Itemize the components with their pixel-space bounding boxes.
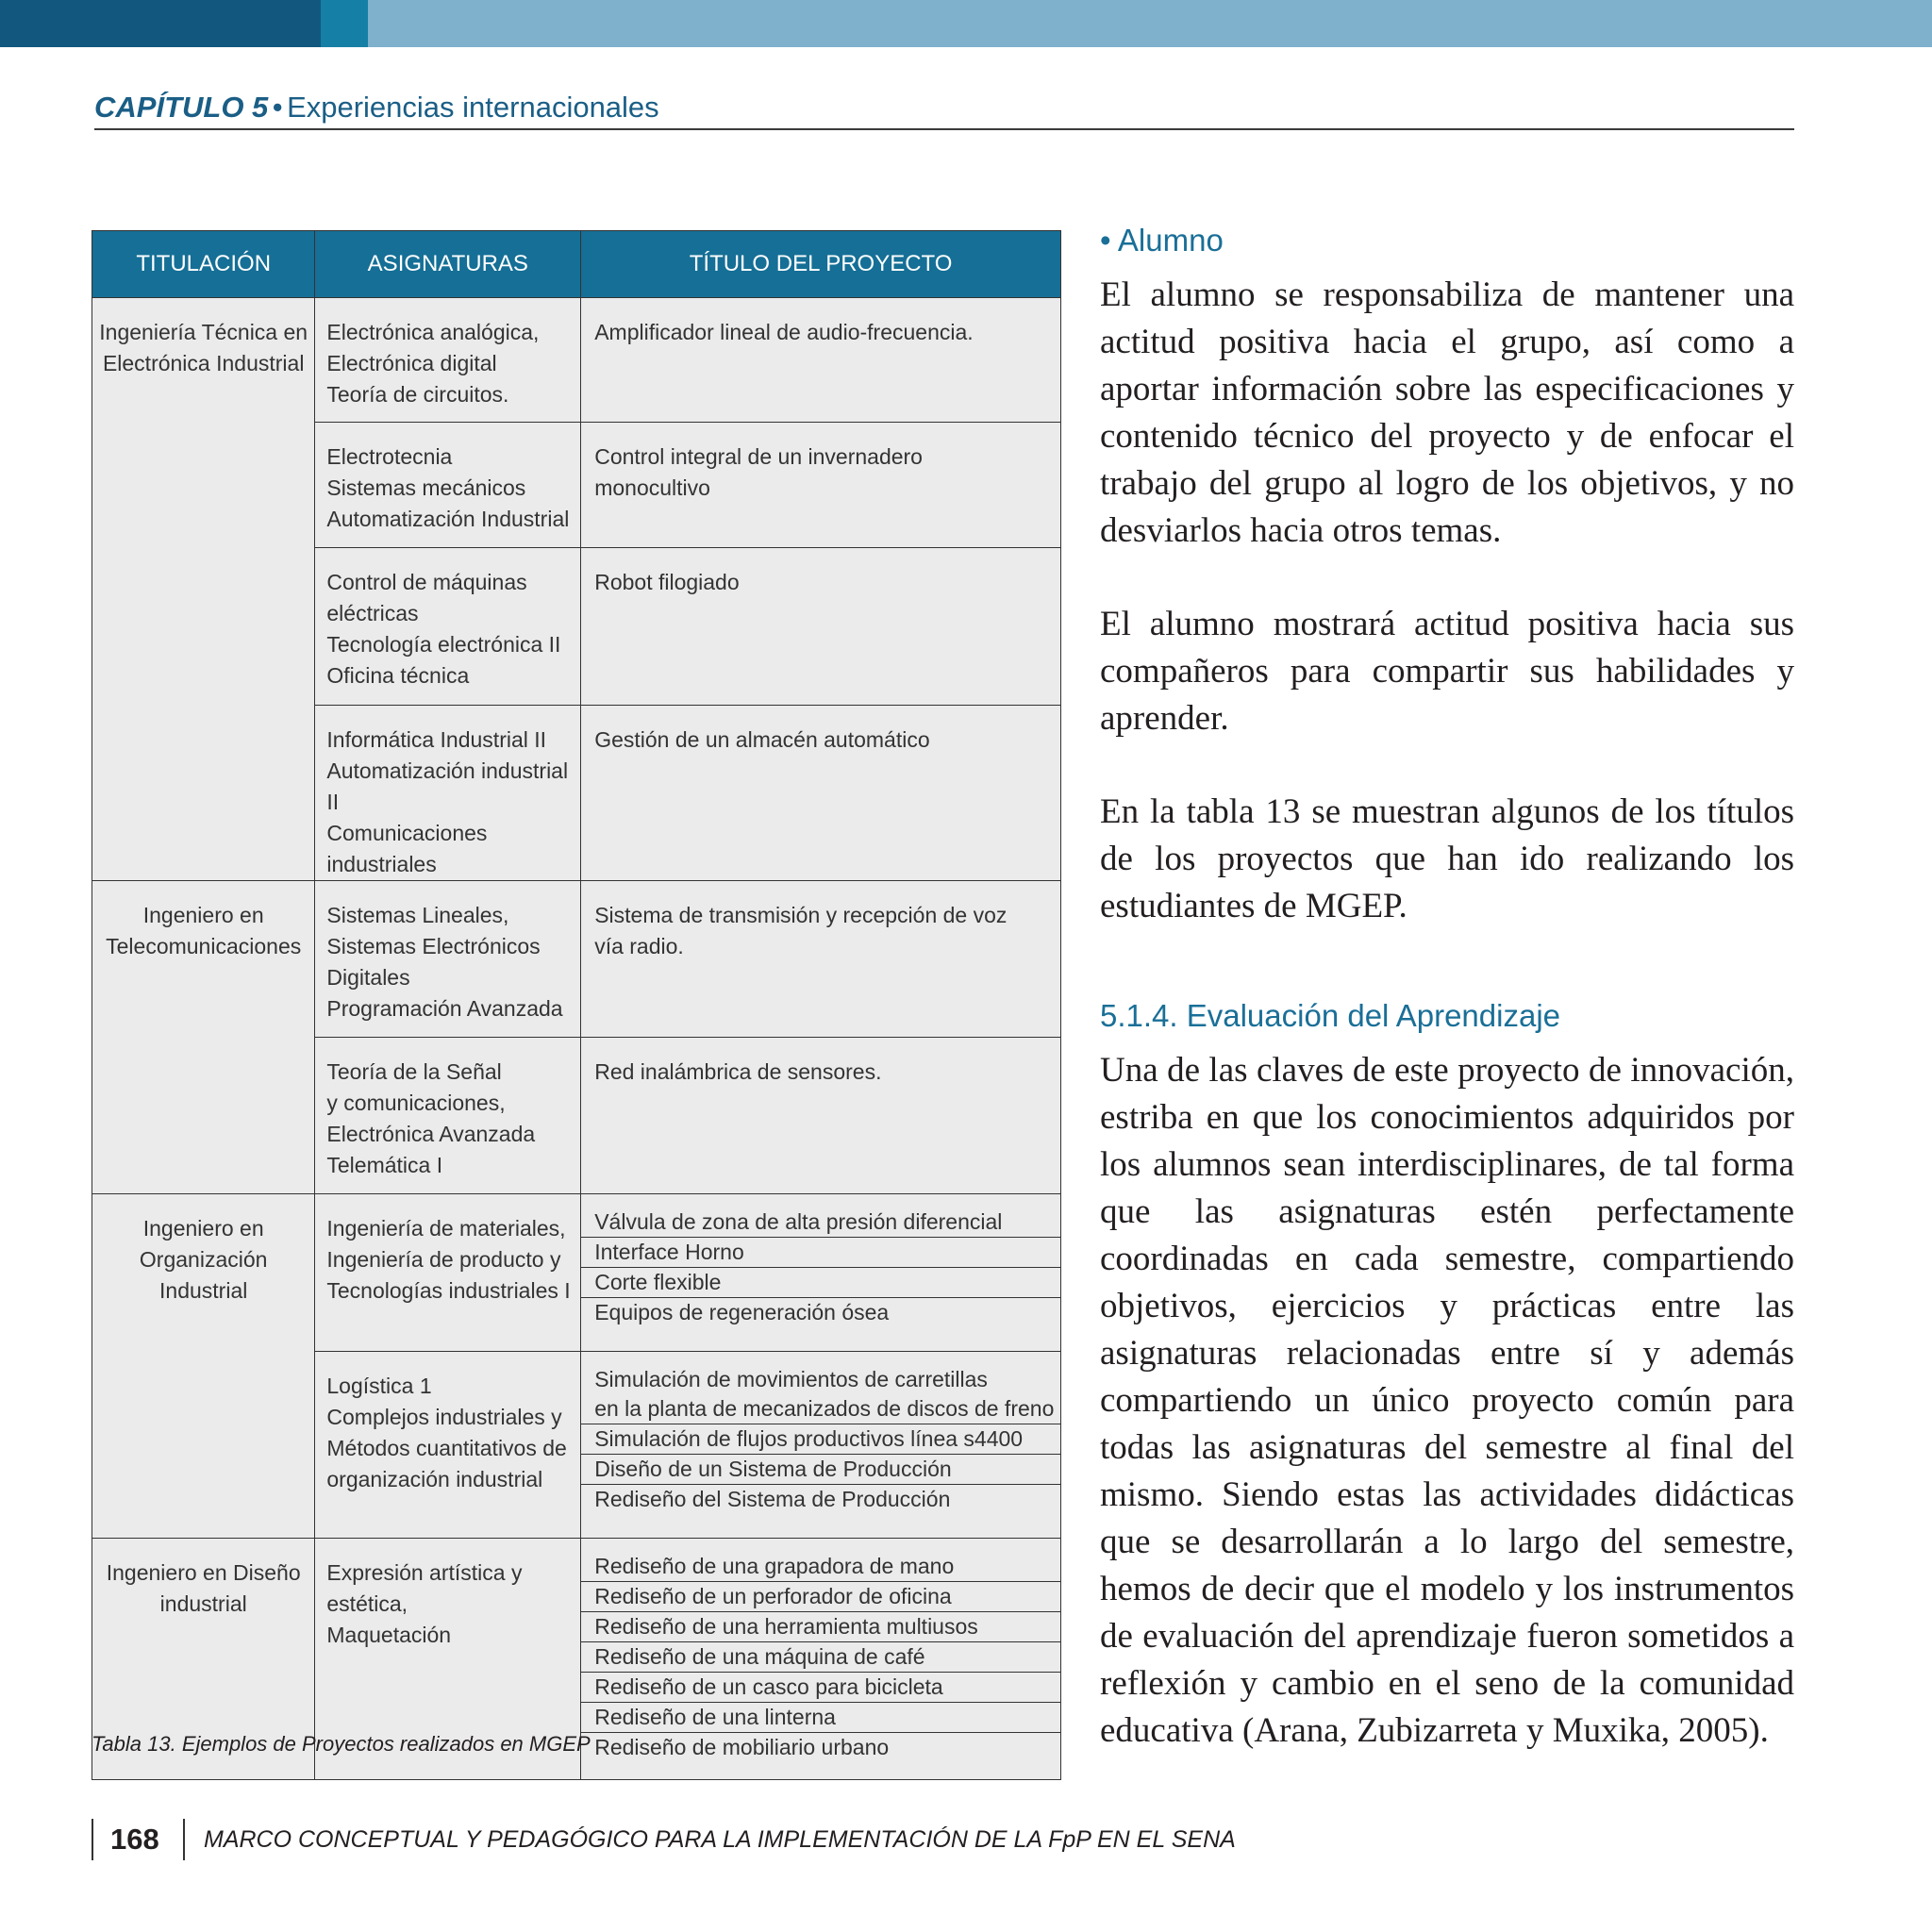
header-asignaturas: ASIGNATURAS	[315, 231, 581, 298]
cell-asignaturas	[315, 706, 581, 881]
proyecto-list-item: Rediseño de una máquina de café	[581, 1642, 1060, 1673]
proyecto-list-item: Simulación de movimientos de carretillas en la planta de mecanizados de discos de freno	[581, 1365, 1060, 1424]
proyecto-line: Amplificador lineal de audio-frecuencia.	[594, 320, 974, 344]
cell-titulo-proyecto	[581, 423, 1061, 548]
asignatura-line: Digitales	[326, 965, 410, 990]
asignatura-line: Automatización industrial II	[326, 758, 569, 814]
top-color-bar	[0, 0, 1932, 47]
cell-titulo-proyecto	[581, 706, 1061, 881]
cell-titulo-proyecto	[581, 1539, 1061, 1780]
chapter-subtitle: Experiencias internacionales	[287, 91, 659, 124]
section-heading: 5.1.4. Evaluación del Aprendizaje	[1100, 998, 1561, 1033]
titulacion-line: Organización	[139, 1247, 268, 1272]
header-titulo-proyecto: TÍTULO DEL PROYECTO	[581, 231, 1061, 298]
asignatura-line: Informática Industrial II	[326, 727, 547, 752]
cell-titulo-proyecto	[581, 1038, 1061, 1194]
proyecto-list-item: Rediseño del Sistema de Producción	[594, 1487, 951, 1511]
cell-asignaturas	[315, 1194, 581, 1352]
cell-titulo-proyecto	[581, 1194, 1061, 1352]
proyecto-line: Red inalámbrica de sensores.	[594, 1059, 882, 1084]
top-bar-mid-segment	[321, 0, 368, 47]
header-bullet: •	[272, 91, 283, 124]
titulacion-line: Ingeniero en	[142, 903, 264, 927]
cell-asignaturas	[315, 548, 581, 706]
paragraph-alumno-1: El alumno se responsabiliza de mantener una actitud positiva hacia el grupo, así como a aportar información sobre las especificaciones y contenido técnico del proyecto y de enfocar el trabajo del grupo al logro de los objetivos, y no desviarlos hacia otros temas.	[1100, 275, 1794, 550]
asignatura-line: Complejos industriales y	[326, 1405, 562, 1429]
asignatura-line: Sistemas Lineales,	[326, 903, 509, 927]
proyecto-line: Gestión de un almacén automático	[594, 727, 930, 752]
proyecto-line: Sistema de transmisión y recepción de voz	[594, 903, 1008, 927]
proyecto-list-item: Rediseño de un casco para bicicleta	[581, 1673, 1060, 1703]
asignatura-line: Logística 1	[326, 1374, 432, 1398]
table-caption: Tabla 13. Ejemplos de Proyectos realizados en MGEP	[92, 1732, 591, 1756]
cell-titulo-proyecto	[581, 881, 1061, 1038]
cell-asignaturas	[315, 423, 581, 548]
titulacion-line: Ingeniero en	[142, 1216, 264, 1241]
cell-asignaturas	[315, 881, 581, 1038]
alumno-heading: • Alumno	[1100, 223, 1224, 258]
proyecto-line: Control integral de un invernadero	[594, 444, 923, 469]
asignatura-line: Sistemas Electrónicos	[326, 934, 541, 958]
asignatura-line: Control de máquinas	[326, 570, 527, 594]
paragraph-evaluacion: Una de las claves de este proyecto de innovación, estriba en que los conocimientos adquiridos por los alumnos sean interdisciplinares, de tal forma que las asignaturas estén perfectamente coordinadas en cada semestre, compartiendo objetivos, ejercicios y prácticas entre las asignaturas relacionadas entre sí y además compartiendo un único proyecto común para todas las asignaturas del semestre al final del mismo. Siendo estas las actividades didácticas que se desarrollarán a lo largo del semestre, hemos de decir que el modelo y los instrumentos de evaluación del aprendizaje fueron sometidos a reflexión y cambio en el seno de la comunidad educativa (Arana, Zubizarreta y Muxika, 2005).	[1100, 1051, 1794, 1750]
asignatura-line: Oficina técnica	[326, 663, 470, 688]
asignatura-line: Ingeniería de producto y	[326, 1247, 561, 1272]
cell-titulacion	[92, 881, 315, 1194]
cell-asignaturas	[315, 1352, 581, 1539]
asignatura-line: Teoría de la Señal	[326, 1059, 502, 1084]
projects-table	[92, 230, 1061, 1780]
proyecto-list-item: Diseño de un Sistema de Producción	[581, 1455, 1060, 1485]
header-titulacion: TITULACIÓN	[92, 231, 315, 298]
asignatura-line: Comunicaciones industriales	[326, 821, 488, 876]
asignatura-line: Electrónica digital	[326, 351, 497, 375]
asignatura-line: Telemática I	[326, 1153, 443, 1177]
titulacion-line: Ingeniero en Diseño	[106, 1560, 301, 1585]
asignatura-line: Expresión artística y estética,	[326, 1560, 523, 1616]
footer-book-title: MARCO CONCEPTUAL Y PEDAGÓGICO PARA LA IMPLEMENTACIÓN DE LA FpP EN EL SENA	[204, 1826, 1236, 1853]
asignatura-line: organización industrial	[326, 1467, 543, 1491]
asignatura-line: eléctricas	[326, 601, 419, 625]
page-number: 168	[110, 1823, 159, 1856]
proyecto-list-item: Corte flexible	[581, 1268, 1060, 1298]
proyecto-list-item: Rediseño de un perforador de oficina	[581, 1582, 1060, 1612]
asignatura-line: Tecnología electrónica II	[326, 632, 561, 657]
proyecto-list-item: Equipos de regeneración ósea	[594, 1300, 890, 1324]
proyecto-list-item: Simulación de flujos productivos línea s4400	[581, 1424, 1060, 1455]
proyecto-line: vía radio.	[594, 934, 684, 958]
chapter-label: CAPÍTULO 5	[94, 91, 269, 124]
top-bar-dark-segment	[0, 0, 321, 47]
asignatura-line: Electrónica Avanzada	[326, 1122, 536, 1146]
paragraph-alumno-2: El alumno mostrará actitud positiva hacia sus compañeros para compartir sus habilidades y aprender.	[1100, 605, 1794, 738]
cell-asignaturas	[315, 1038, 581, 1194]
table-row	[92, 881, 1061, 1038]
footer-divider-right	[183, 1819, 185, 1860]
titulacion-line: Ingeniería Técnica en	[99, 320, 308, 344]
asignatura-line: y comunicaciones,	[326, 1091, 506, 1115]
footer-divider-left	[92, 1819, 93, 1860]
cell-titulacion	[92, 298, 315, 881]
asignatura-line: Electrotecnia	[326, 444, 453, 469]
asignatura-line: Métodos cuantitativos de	[326, 1436, 567, 1460]
asignatura-line: Ingeniería de materiales,	[326, 1216, 566, 1241]
table-row	[92, 1194, 1061, 1352]
asignatura-line: Tecnologías industriales I	[326, 1278, 571, 1303]
proyecto-list-item: Rediseño de una linterna	[581, 1703, 1060, 1733]
cell-titulo-proyecto	[581, 1352, 1061, 1539]
proyecto-line: Robot filogiado	[594, 570, 740, 594]
table-header-row	[92, 231, 1061, 298]
paragraph-tabla-13: En la tabla 13 se muestran algunos de los títulos de los proyectos que han ido realizando los estudiantes de MGEP.	[1100, 792, 1794, 925]
asignatura-line: Automatización Industrial	[326, 507, 570, 531]
proyecto-list-item: Rediseño de mobiliario urbano	[594, 1735, 890, 1759]
running-header	[94, 91, 1794, 130]
asignatura-line: Maquetación	[326, 1623, 452, 1647]
titulacion-line: Industrial	[159, 1278, 248, 1303]
cell-titulacion	[92, 1194, 315, 1539]
asignatura-line: Electrónica analógica,	[326, 320, 540, 344]
cell-titulo-proyecto	[581, 298, 1061, 423]
proyecto-list-item: Rediseño de una herramienta multiusos	[581, 1612, 1060, 1642]
titulacion-line: Telecomunicaciones	[106, 934, 302, 958]
cell-asignaturas	[315, 298, 581, 423]
asignatura-line: Teoría de circuitos.	[326, 382, 509, 407]
proyecto-list-item: Válvula de zona de alta presión diferencial	[581, 1208, 1060, 1238]
titulacion-line: industrial	[159, 1591, 247, 1616]
titulacion-line: Electrónica Industrial	[102, 351, 305, 375]
proyecto-line: monocultivo	[594, 475, 710, 500]
proyecto-list-item: Rediseño de una grapadora de mano	[581, 1552, 1060, 1582]
proyecto-list-item: Interface Horno	[581, 1238, 1060, 1268]
asignatura-line: Sistemas mecánicos	[326, 475, 526, 500]
table-body	[92, 298, 1061, 1780]
table-row	[92, 298, 1061, 423]
cell-titulo-proyecto	[581, 548, 1061, 706]
asignatura-line: Programación Avanzada	[326, 996, 563, 1021]
